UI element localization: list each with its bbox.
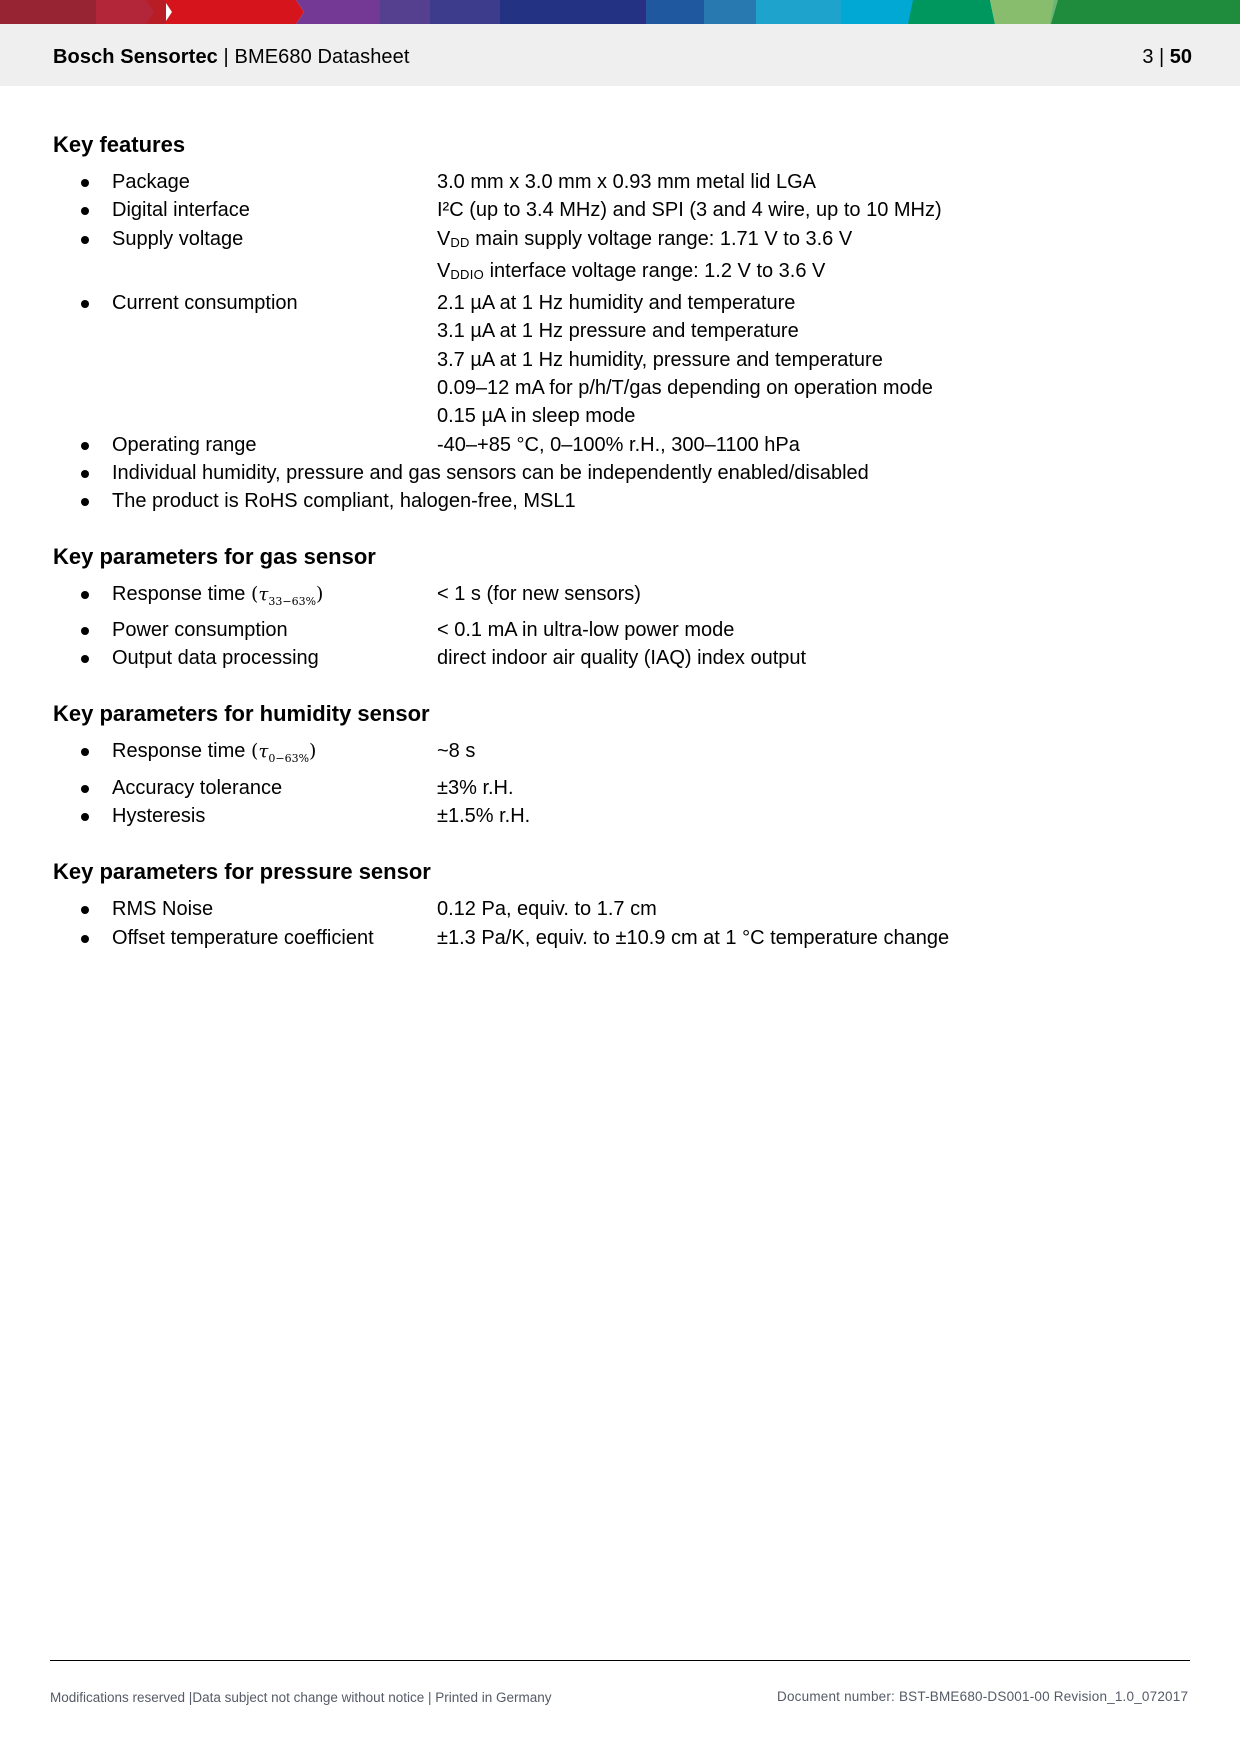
voltage-text: main supply voltage range: 1.71 V to 3.6 V (469, 227, 853, 250)
list-item-operating-range (53, 431, 1193, 459)
tau-subscript: 0−63% (268, 752, 310, 766)
list-item-power-consumption (53, 616, 1193, 644)
list-item-digital-interface (53, 196, 1193, 224)
footer-notice: Modifications reserved |Data subject not change without notice | Printed in Germany (50, 1690, 552, 1705)
section-title: Key features (53, 132, 186, 157)
open-paren: ( (250, 582, 259, 605)
list-item-hysteresis (53, 802, 1193, 830)
close-paren: ) (309, 740, 317, 763)
voltage-subscript: DD (450, 234, 470, 250)
item-label: Accuracy tolerance (112, 776, 283, 799)
item-value-vdd (437, 225, 852, 257)
section-key-features (53, 130, 1193, 516)
item-value: 3.1 µA at 1 Hz pressure and temperature (437, 320, 799, 343)
item-label: RMS Noise (112, 898, 214, 921)
item-label: Output data processing (112, 647, 319, 670)
page-content (53, 130, 1193, 952)
list-item-current-consumption (53, 289, 1193, 430)
item-value: 0.09–12 mA for p/h/T/gas depending on operation mode (437, 377, 933, 400)
voltage-subscript: DDIO (450, 266, 485, 282)
item-label (112, 737, 437, 773)
page-separator: | (1153, 46, 1170, 68)
item-text: The product is RoHS compliant, halogen-free, MSL1 (112, 490, 576, 513)
open-paren: ( (250, 740, 259, 763)
color-band-graphic (0, 0, 1240, 24)
item-value: < 0.1 mA in ultra-low power mode (437, 618, 735, 641)
item-label: Hysteresis (112, 805, 206, 828)
gas-parameter-list (53, 580, 1193, 673)
page-total: 50 (1169, 46, 1192, 68)
item-label: Offset temperature coefficient (112, 926, 374, 949)
tau-symbol: τ (258, 741, 269, 763)
label-text: Response time (112, 582, 246, 605)
item-value: -40–+85 °C, 0–100% r.H., 300–1100 hPa (437, 433, 800, 456)
document-title (53, 46, 410, 69)
title-separator: | (217, 46, 235, 68)
list-item-offset-temperature-coefficient (53, 924, 1193, 952)
brand-color-band (0, 0, 1240, 24)
page-current: 3 (1142, 46, 1154, 68)
item-value: ±1.5% r.H. (437, 805, 531, 828)
list-item-rohs (53, 487, 1193, 515)
item-value: ±1.3 Pa/K, equiv. to ±10.9 cm at 1 °C temperature change (437, 926, 950, 949)
close-paren: ) (316, 582, 324, 605)
item-label: Current consumption (112, 292, 298, 315)
item-value: 0.15 µA in sleep mode (437, 405, 636, 428)
item-label: Supply voltage (112, 227, 244, 250)
tau-symbol: τ (258, 583, 269, 605)
item-value: 3.7 µA at 1 Hz humidity, pressure and temperature (437, 348, 883, 371)
voltage-symbol: V (437, 259, 451, 282)
section-title: Key parameters for pressure sensor (53, 859, 431, 885)
section-humidity-sensor (53, 699, 1193, 830)
list-item-humidity-response-time (53, 737, 1193, 773)
section-title: Key parameters for humidity sensor (53, 701, 430, 727)
item-text: Individual humidity, pressure and gas sensors can be independently enabled/disabled (112, 461, 869, 484)
item-label: Package (112, 171, 190, 193)
list-item-independent-sensors (53, 459, 1193, 487)
label-text: Response time (112, 740, 246, 763)
section-title: Key parameters for gas sensor (53, 543, 376, 569)
footer-document-number: Document number: BST-BME680-DS001-00 Revision_1.0_072017 (777, 1689, 1189, 1704)
item-value: direct indoor air quality (IAQ) index output (437, 647, 807, 670)
datasheet-title: BME680 Datasheet (234, 46, 410, 68)
list-item-supply-voltage (53, 225, 1193, 290)
list-item-accuracy-tolerance (53, 774, 1193, 802)
item-value: ±3% r.H. (437, 776, 514, 799)
item-value: 0.12 Pa, equiv. to 1.7 cm (437, 898, 657, 921)
section-gas-sensor (53, 542, 1193, 673)
item-label: Power consumption (112, 618, 288, 641)
voltage-symbol: V (437, 227, 451, 250)
item-value: ~8 s (437, 740, 476, 763)
item-label: Operating range (112, 433, 257, 456)
item-label (112, 580, 437, 616)
item-label: Digital interface (112, 199, 250, 222)
item-value: 3.0 mm x 3.0 mm x 0.93 mm metal lid LGA (437, 171, 816, 193)
page-number (1142, 46, 1192, 69)
footer-divider (50, 1660, 1190, 1661)
page-header (0, 24, 1240, 86)
voltage-text: interface voltage range: 1.2 V to 3.6 V (484, 259, 826, 282)
humidity-parameter-list (53, 737, 1193, 830)
item-value: 2.1 µA at 1 Hz humidity and temperature (437, 292, 796, 315)
feature-list (53, 168, 1193, 516)
item-value: I²C (up to 3.4 MHz) and SPI (3 and 4 wire, up to 10 MHz) (437, 199, 942, 222)
pressure-parameter-list (53, 895, 1193, 952)
list-item-gas-response-time (53, 580, 1193, 616)
list-item-output-data-processing (53, 644, 1193, 672)
list-item-rms-noise (53, 895, 1193, 923)
item-value: < 1 s (for new sensors) (437, 582, 641, 605)
list-item-package (53, 168, 1193, 196)
section-pressure-sensor (53, 857, 1193, 952)
item-value-vddio (437, 257, 852, 289)
brand-name: Bosch Sensortec (53, 46, 218, 68)
tau-subscript: 33−63% (268, 594, 317, 608)
